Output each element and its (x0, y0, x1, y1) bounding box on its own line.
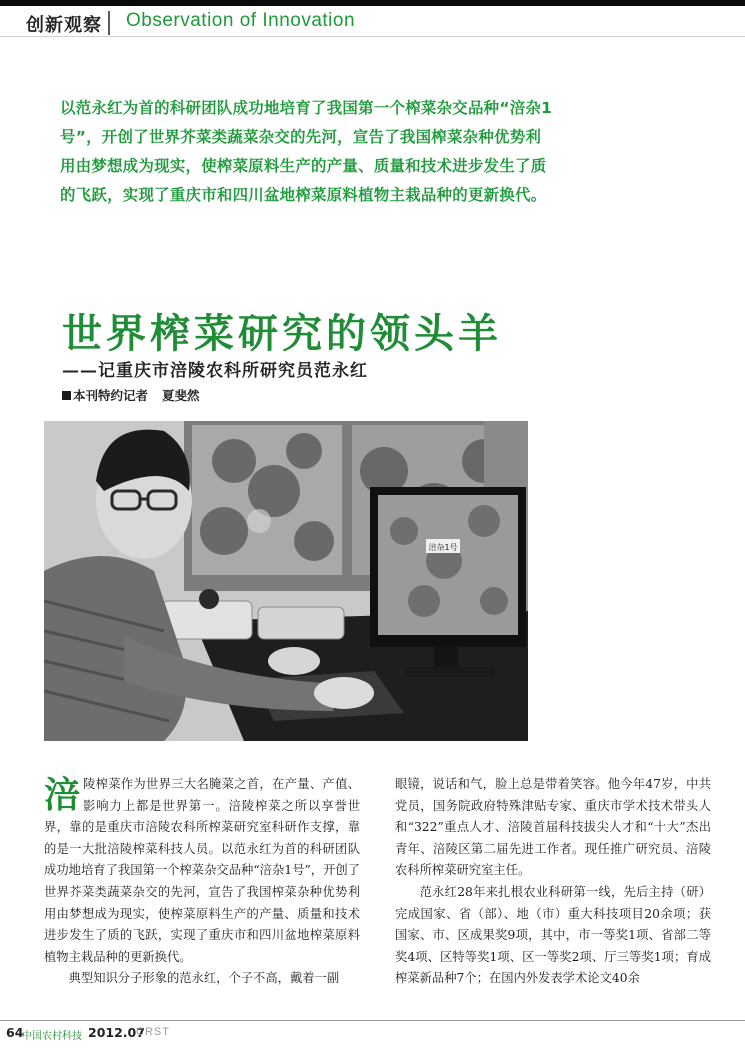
section-divider (108, 11, 110, 35)
paragraph-text: 陵榨菜作为世界三大名腌菜之首，在产量、产值、影响力上都是世界第一。涪陵榨菜之所以享誉世界，靠的是重庆市涪陵农科所榨菜研究室科研作支撑，靠的是一大批涪陵榨菜科技人员。以范永红为首的科研团队成功地培育了我国第一个榨菜杂交品种“涪杂1号”，开创了世界芥菜类蔬菜杂交的先河，宣告了我国榨菜杂种优势利用由梦想成为现实，使榨菜原料生产的产量、质量和技术进步发生了质的飞跃，实现了重庆市和四川盆地榨菜原料植物主栽品种的更新换代。 (44, 777, 360, 964)
page-number: 64 (6, 1025, 24, 1040)
byline-square-icon (62, 391, 71, 400)
issue-number: 2012.07 (88, 1025, 145, 1040)
body-paragraph: 眼镜，说话和气，脸上总是带着笑容。他今年47岁，中共党员，国务院政府特殊津贴专家、重庆市学术技术带头人和“322”重点人才、涪陵首届科技拔尖人才和“十大”杰出青年、涪陵区第二届先进工作者。现任推广研究员、涪陵农科所榨菜研究室主任。 (395, 777, 711, 878)
monitor-label: 涪杂1号 (428, 543, 458, 552)
magazine-abbr: CRST (136, 1026, 170, 1038)
body-paragraph (44, 774, 360, 968)
article-title: 世界榨菜研究的领头羊 (62, 310, 502, 357)
drop-cap: 涪 (44, 774, 81, 816)
section-title-cn: 创新观察 (26, 15, 102, 36)
body-column-left (44, 774, 360, 990)
byline (62, 386, 200, 404)
byline-label: 本刊特约记者 (73, 388, 149, 403)
header-underline (0, 36, 745, 37)
article-subtitle: ——记重庆市涪陵农科所研究员范永红 (62, 361, 368, 381)
body-column-right (395, 774, 711, 990)
footer-rule (0, 1020, 745, 1021)
body-paragraph: 典型知识分子形象的范永红，个子不高，戴着一副 (68, 971, 340, 986)
body-paragraph: 范永红28年来扎根农业科研第一线，先后主持（研）完成国家、省（部）、地（市）重大科技项目20余项；获国家、市、区成果奖9项，其中，市一等奖1项、省部二等奖4项、区特等奖1项、区一等奖2项、厅三等奖1项；育成榨菜新品种7个；在国内外发表学术论文40余 (395, 884, 711, 986)
byline-author: 夏斐然 (162, 388, 200, 403)
intro-summary: 以范永红为首的科研团队成功地培育了我国第一个榨菜杂交品种“涪杂1号”，开创了世界芥菜类蔬菜杂交的先河，宣告了我国榨菜杂种优势利用由梦想成为现实，使榨菜原料生产的产量、质量和技术进步发生了质的飞跃，实现了重庆市和四川盆地榨菜原料植物主栽品种的更新换代。 (60, 99, 553, 204)
magazine-name: 中国农村科技 (22, 1031, 82, 1042)
article-photo (44, 421, 528, 741)
section-header (0, 6, 745, 38)
section-title-en: Observation of Innovation (126, 10, 356, 31)
